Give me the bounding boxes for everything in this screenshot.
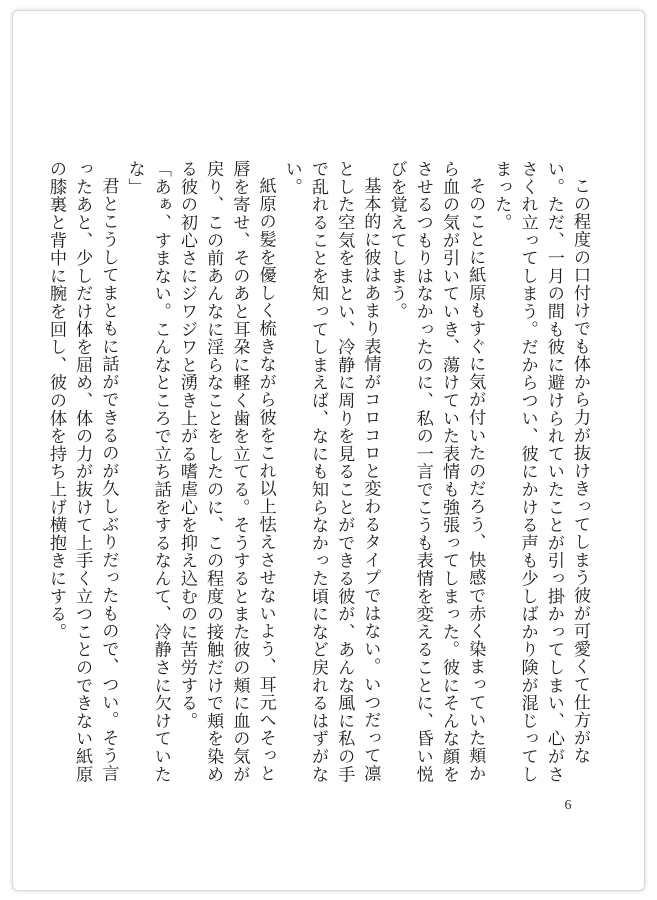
paragraph-1: この程度の口付けでも体から力が抜けきってしまう彼が可愛くて仕方がない。ただ、一月の間も彼に避けられていたことが引っ掛かってしまい、心がささくれ立ってしまう。だからつい、彼にかける声も少しばかり険が混じってしまった。	[491, 160, 590, 783]
paragraph-4: 紙原の髪を優しく梳きながら彼をこれ以上怯えさせないよう、耳元へそっと唇を寄せ、そのあと耳朶に軽く歯を立てる。そうするとまた彼の頬に血の気が戻り、この前あんなに淫らなことをしたのに、この程度の接触だけで頬を染める彼の初心さにジワジワと湧き上がる嗜虐心を抑え込むのに苦労する。	[176, 160, 276, 783]
paragraph-3: 基本的に彼はあまり表情がコロコロと変わるタイプではない。いつだって凛とした空気をまとい、冷静に周りを見ることができる彼が、あんな風に私の手で乱れることを知ってしまえば、なにも知らなかった頃になど戻れるはずがない。	[281, 160, 381, 783]
paragraph-2: そのことに紙原もすぐに気が付いたのだろう、快感で赤く染まっていた頬から血の気が引いていき、蕩けていた表情も強張ってしまった。彼にそんな顔をさせるつもりはなかったのに、私の一言でこうも表情を変えることに、昏い悦びを覚えてしまう。	[386, 160, 486, 783]
vertical-text-body	[45, 160, 593, 786]
paragraph-6: 君とこうしてまともに話ができるのが久しぶりだったもので、つい。そう言ったあと、少しだけ体を屈め、体の力が抜けて上手く立つことのできない紙原の膝裏と背中に腕を回し、彼の体を持ち上げ横抱きにする。	[45, 160, 119, 783]
paragraph-dialogue: 「あぁ、すまない。こんなところで立ち話をするなんて、冷静さに欠けていたな」	[124, 160, 171, 783]
page-number: 6	[564, 798, 572, 813]
book-page	[12, 10, 645, 891]
